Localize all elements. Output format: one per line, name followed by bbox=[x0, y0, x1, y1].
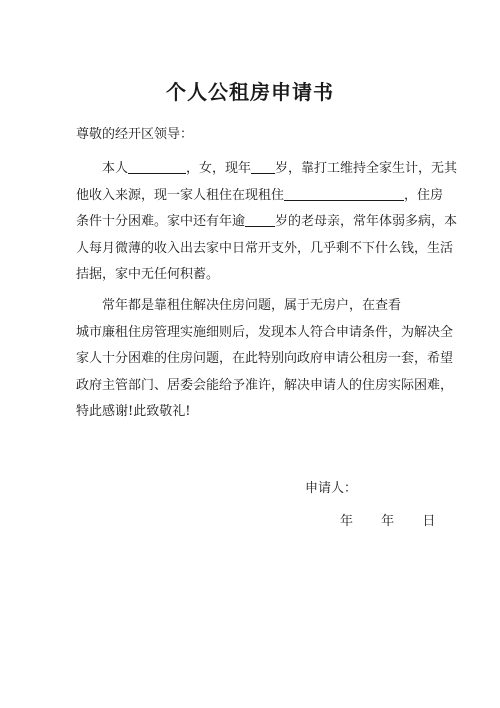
date-day-label: 日 bbox=[422, 514, 436, 529]
text-segment: 岁，靠打工维持全家生计，无其 bbox=[275, 161, 458, 176]
paragraph-1-line-4: 人每月微薄的收入出去家中日常开支外，几乎剩不下什么钱，生活 bbox=[76, 240, 454, 256]
paragraph-1-line-3 bbox=[76, 209, 458, 236]
age-blank bbox=[251, 159, 275, 174]
date-year-label: 年 bbox=[340, 514, 354, 529]
paragraph-1 bbox=[76, 156, 458, 289]
paragraph-1-line-1 bbox=[76, 156, 458, 183]
salutation: 尊敬的经开区领导： bbox=[76, 127, 194, 142]
mother-age-blank bbox=[245, 212, 275, 227]
paragraph-1-line-5: 拮据，家中无任何积蓄。 bbox=[76, 267, 220, 282]
date-month-label: 年 bbox=[381, 514, 395, 529]
date-line bbox=[340, 510, 451, 529]
text-segment: 条件十分困难。家中还有年逾 bbox=[76, 214, 246, 229]
address-blank bbox=[284, 186, 404, 201]
document-title: 个人公租房申请书 bbox=[166, 80, 334, 104]
paragraph-2-line-4: 政府主管部门、居委会能给予准许，解决申请人的住房实际困难， bbox=[76, 377, 454, 393]
paragraph-2 bbox=[76, 293, 454, 426]
paragraph-2-line-5: 特此感谢!此致敬礼! bbox=[76, 404, 191, 419]
text-segment: 他收入来源，现一家人租住在现租住 bbox=[76, 187, 285, 203]
paragraph-2-line-3: 家人十分困难的住房问题，在此特别向政府申请公租房一套，希望 bbox=[76, 351, 454, 366]
text-segment: 岁的老母亲，常年体弱多病，本 bbox=[275, 214, 458, 229]
paragraph-2-line-1: 常年都是靠租住解决住房问题，属于无房户，在查看 bbox=[102, 298, 402, 313]
text-segment: 本人 bbox=[102, 161, 129, 176]
text-segment: ，女，现年 bbox=[186, 161, 252, 176]
paragraph-1-line-2 bbox=[76, 183, 444, 210]
name-blank bbox=[128, 159, 186, 174]
signature-label: 申请人： bbox=[305, 481, 358, 496]
paragraph-2-line-2: 城市廉租住房管理实施细则后，发现本人符合申请条件，为解决全 bbox=[76, 324, 454, 340]
text-segment: ，住房 bbox=[404, 187, 444, 203]
